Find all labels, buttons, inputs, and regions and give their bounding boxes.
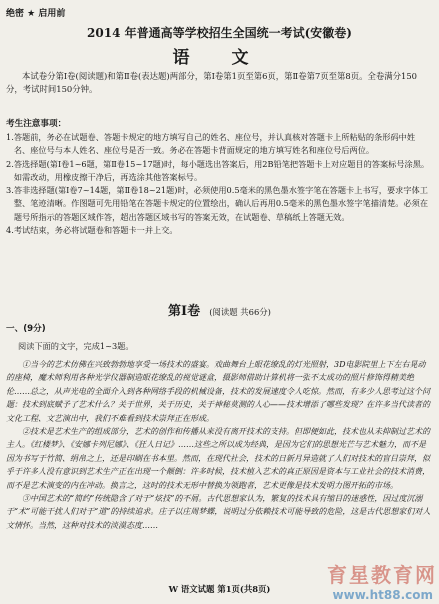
subject-title: 语 文 — [172, 48, 267, 68]
page-footer: W 语文试题 第1页(共8页) — [168, 584, 271, 594]
note-text: 答非选择题(第Ⅰ卷7~14题，第Ⅱ卷18~21题)时，必须使用0.5毫米的黑色墨水签字笔在答题卡上书写，要求字体工整、笔迹清晰。作图题可先用铅笔在答题卡规定的位置绘出，确认后再用0.5毫米的黑色墨水签字笔描清楚。必须在题号所指示的答题区域作答，超出答题区域书写的答案无效，在试题卷、草稿纸上答题无效。 — [13, 185, 429, 222]
note-number: 1. — [6, 132, 14, 142]
reading-instruction: 阅读下面的文字，完成1~3题。 — [18, 341, 134, 351]
note-text: 考试结束，务必将试题卷和答题卡一并上交。 — [13, 225, 178, 236]
section-heading: 一、(9分) — [6, 324, 46, 334]
volume-title: 第Ⅰ卷 — [168, 304, 201, 319]
note-item — [6, 224, 430, 237]
volume-heading — [0, 300, 439, 319]
passage-paragraph: ②技术是艺术生产的组成部分，艺术的创作和传播从来没有离开技术的支持。但即便如此，技术也从未抑制过艺术的主人。《红楼梦》、《安娜卡列尼娜》、《狂人日记》……这些之所以成为经典，是因为它们的思想光芒与艺术魅力，而不是因为书写于竹简、绢帛之上，还是印刷在书本里。然而，在现代社会，技术的日新月异造就了人们对技术的盲目崇拜，似乎于许多人没有意识到艺术生产正在出现一个颠倒：许多时候，技术植入艺术的真正原因是资本与工业社会的技术消费，而不是艺术演变的内在冲动。换言之，这时的技术无形中替换为领跑者，艺术更像是技术发明力图开拓的市场。 — [6, 427, 430, 490]
watermark-logo — [287, 562, 437, 602]
passage-paragraph: ①当今的艺术仿佛在兴致勃勃地享受一场技术的盛宴。戏曲舞台上眼花缭乱的灯光照射，3D电影院里上下左右晃动的座椅，魔术师利用各种光学仪器制造眼花缭乱的视觉谜盒，摄影师借助计算机将一张不太成功的照片修饰得精美绝伦……总之，从声光电的全面介入到各种网络手段的机械设备，技术的发展速度令人吃惊。然而，有多少人思考过这个问题：技术到底赋予了艺术什么？关于世界，关于历史，关于神秘莫测的人心——技术增添了哪些发现？在许多当代读者的文化工程、文艺演出中，我们不难看到技术崇拜正在形成。 — [6, 360, 430, 423]
watermark-brand: 育星教育网 — [327, 563, 437, 587]
notes-heading: 考生注意事项： — [6, 119, 67, 129]
note-text: 答题前，务必在试题卷、答题卡规定的地方填写自己的姓名、座位号，并认真核对答题卡上所粘贴的条形码中姓名、座位号与本人姓名、座位号是否一致。务必在答题卡背面规定的地方填写姓名和座位号后两位。 — [13, 132, 416, 156]
passage-paragraph: ③中国艺术的“简约”传统隐含了对于“炫技”的不屑。古代思想家认为，繁复的技术具有缩目的迷惑性，因过度沉溺于“术”可能干扰人们对于“道”的持续追求。庄子以庄周梦蝶，说明过分依赖技术可能导致的危险，这是古代思想家们对人文情怀。当然，这种对技术的淡漠态度…… — [6, 494, 431, 530]
intro-paragraph: 本试卷分第Ⅰ卷(阅读题)和第Ⅱ卷(表达题)两部分，第Ⅰ卷第1页至第6页，第Ⅱ卷第7页至第8页。全卷满分150分，考试时间150分钟。 — [6, 71, 417, 95]
secret-label: 绝密 ★ 启用前 — [6, 9, 66, 19]
note-text: 答选择题(第Ⅰ卷1~6题，第Ⅱ卷15~17题)时，每小题选出答案后，用2B铅笔把答题卡上对应题目的答案标号涂黑。如需改动，用橡皮擦干净后，再选涂其他答案标号。 — [13, 158, 430, 182]
note-number: 4. — [6, 225, 14, 236]
volume-subtitle: (阅读题 共66分) — [209, 307, 271, 317]
note-item — [6, 131, 430, 158]
reading-passage — [6, 358, 432, 532]
note-item — [6, 184, 430, 224]
note-item — [6, 158, 430, 185]
notes-list — [6, 131, 430, 237]
exam-title: 2014 年普通高等学校招生全国统一考试(安徽卷) — [87, 26, 352, 40]
note-number: 3. — [6, 185, 14, 196]
note-number: 2. — [6, 158, 14, 169]
watermark-url: www.ht88.com — [332, 588, 433, 602]
